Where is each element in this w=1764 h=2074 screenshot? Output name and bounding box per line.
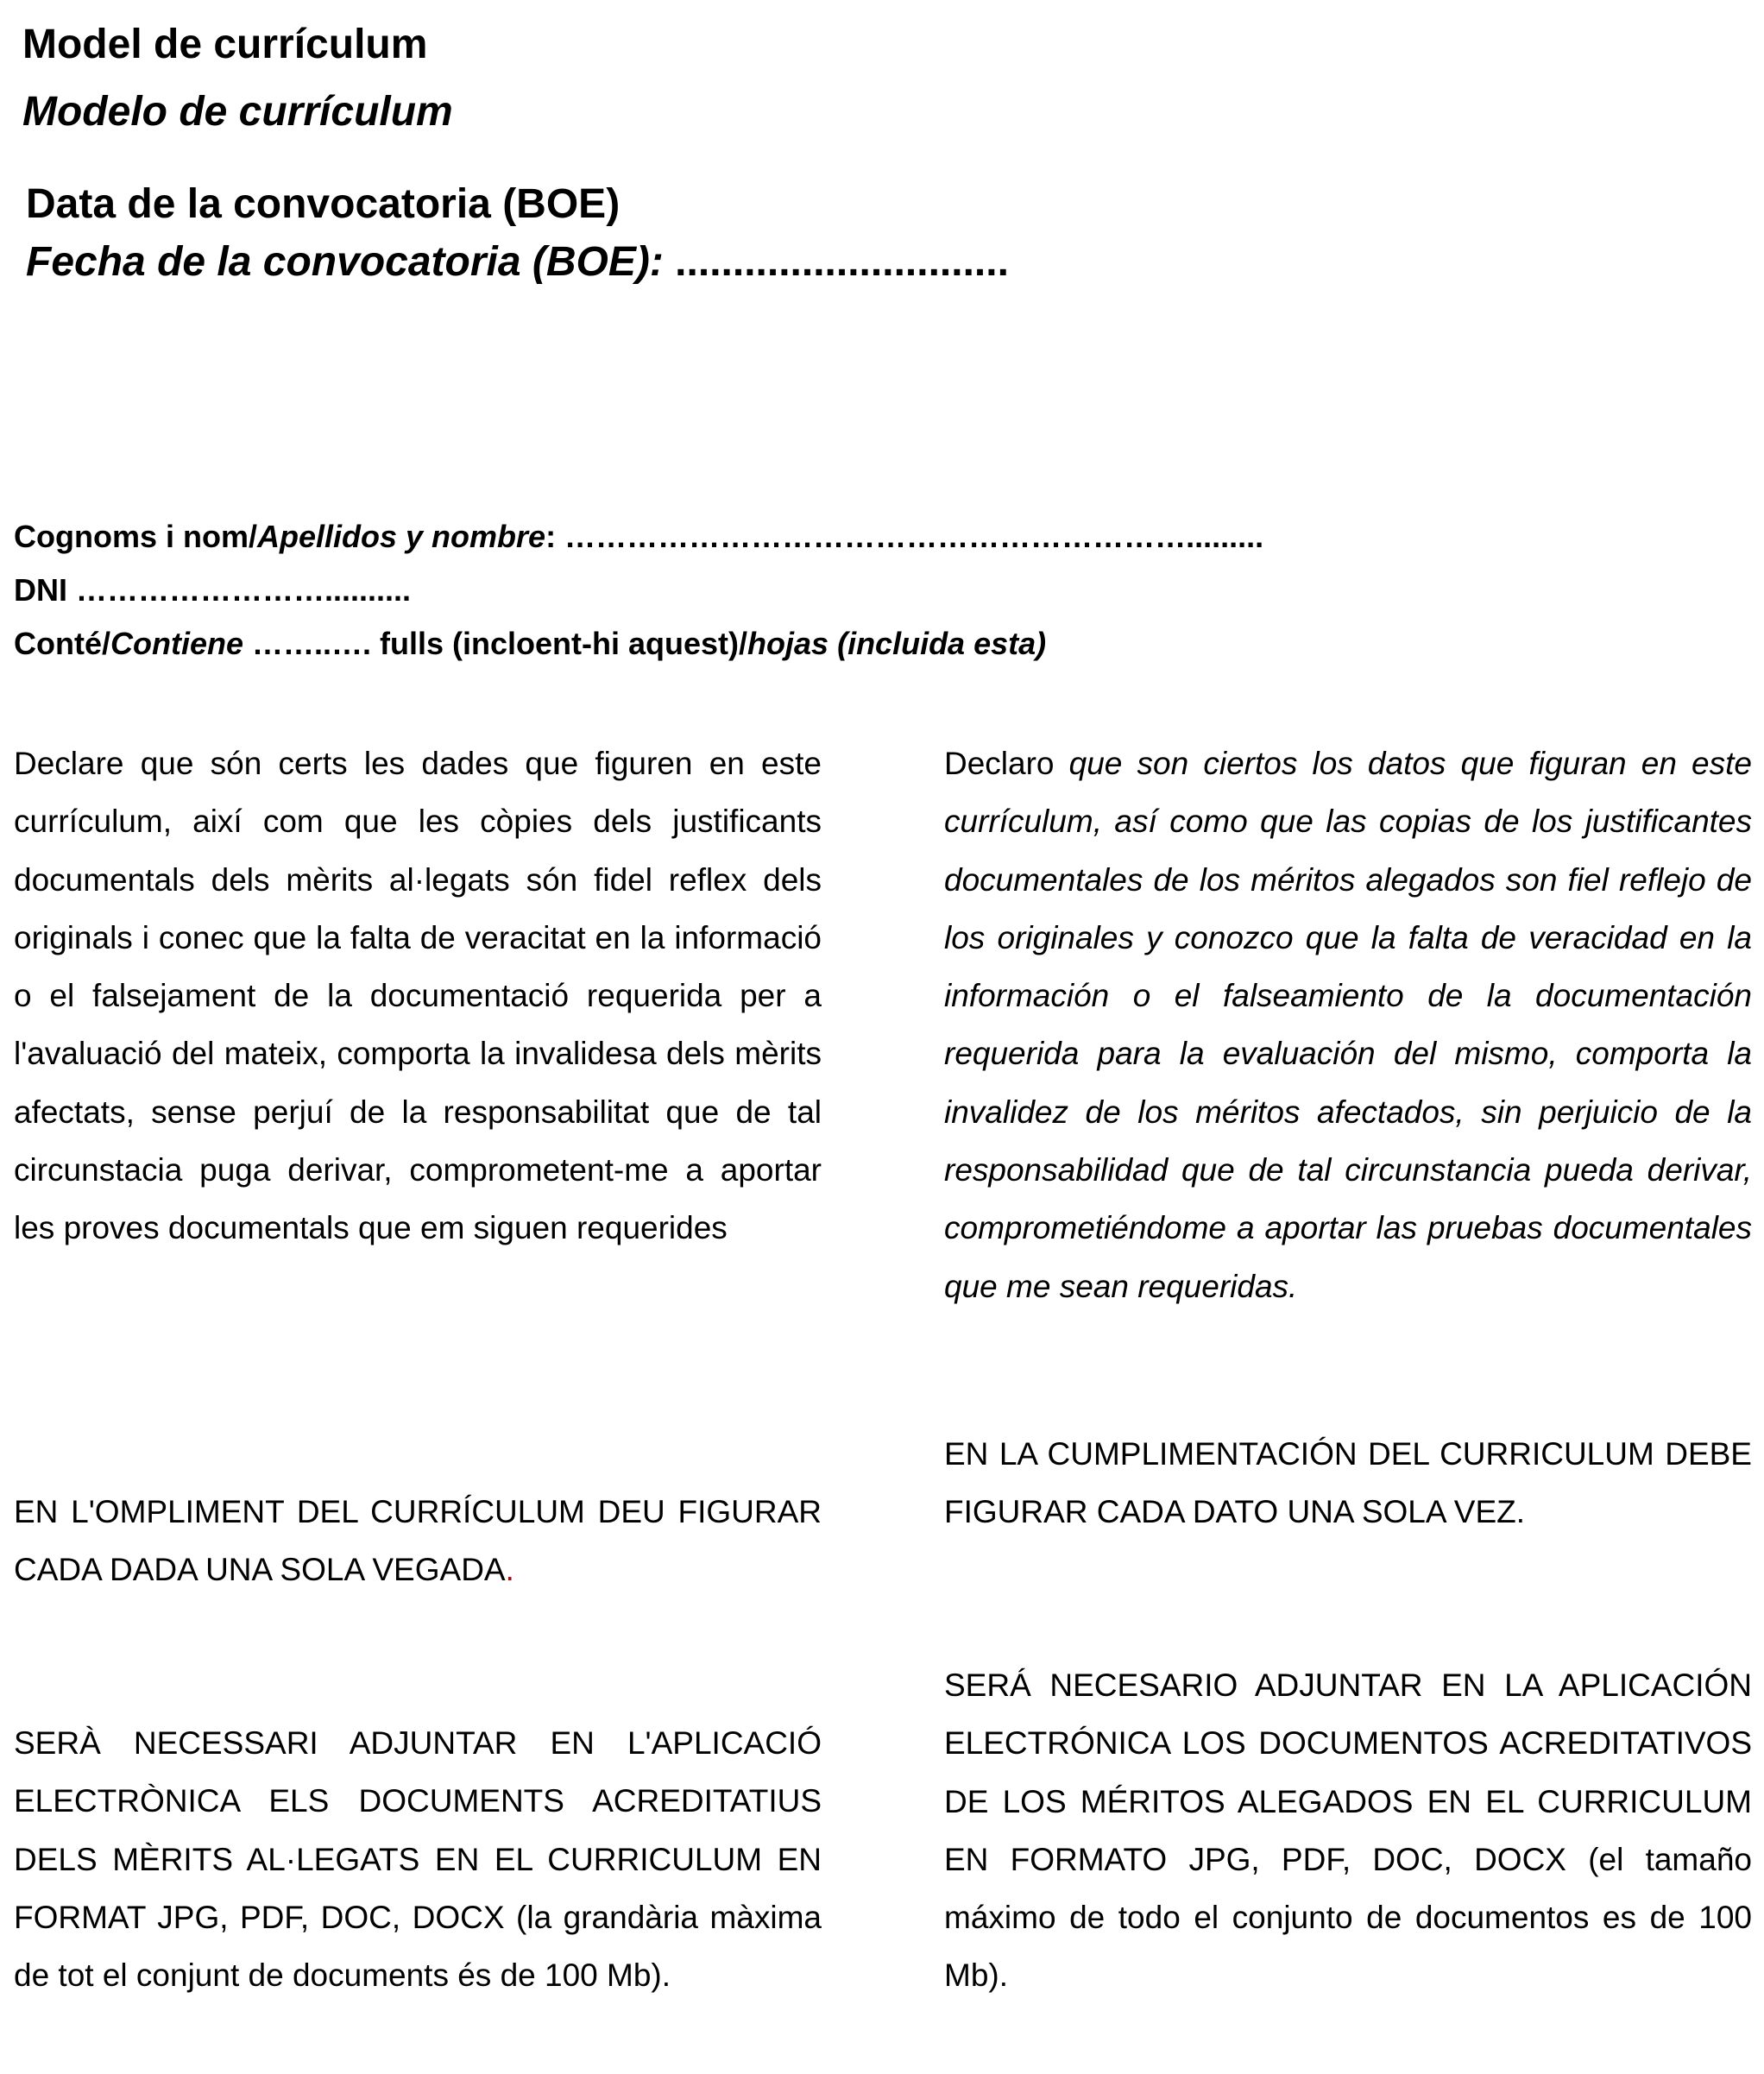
call-date-label-catalan: Data de la convocatoria (BOE) xyxy=(26,181,621,227)
pages-line xyxy=(14,625,1046,663)
pages-tail-catalan: fulls (incloent-hi aquest)/ xyxy=(380,626,748,661)
notice-once-spanish: EN LA CUMPLIMENTACIÓN DEL CURRICULUM DEBE FIGURAR CADA DATO UNA SOLA VEZ. xyxy=(944,1436,1752,1530)
title-spanish: Modelo de currículum xyxy=(22,89,453,135)
dni-line xyxy=(14,571,411,609)
name-line: Cognoms i nom/Apellidos y nombre: ……………………………………………………......... xyxy=(14,519,1264,554)
dni-field[interactable]: …………………….......... xyxy=(67,572,412,608)
notice-attach-spanish: SERÁ NECESARIO ADJUNTAR EN LA APLICACIÓN ELECTRÓNICA LOS DOCUMENTOS ACREDITATIVOS DE LOS MÉRITOS ALEGADOS EN EL CURRICULUM EN FORMATO JPG, PDF, DOC, DOCX (el tamaño máximo de todo el conjunto de documentos es de 100 Mb). xyxy=(944,1667,1752,1994)
name-label-spanish: Apellidos y nombre xyxy=(257,519,546,554)
notice-attach-catalan: SERÀ NECESSARI ADJUNTAR EN L'APLICACIÓ ELECTRÒNICA ELS DOCUMENTS ACREDITATIUS DELS MÈRITS AL·LEGATS EN EL CURRICULUM EN FORMAT JPG, PDF, DOC, DOCX (la grandària màxima de tot el conjunt de documents és de 100 Mb). xyxy=(14,1725,822,1994)
call-date-field[interactable]: ............................. xyxy=(663,239,1009,285)
dni-label: DNI xyxy=(14,572,67,608)
call-date-label-spanish: Fecha de la convocatoria (BOE): xyxy=(26,239,664,285)
title-catalan: Model de currículum xyxy=(22,22,428,67)
pages-field[interactable]: ……..…. xyxy=(243,626,381,661)
notice-once-catalan: EN L'OMPLIMENT DEL CURRÍCULUM DEU FIGURAR CADA DADA UNA SOLA VEGADA. xyxy=(14,1494,822,1588)
declaration-spanish: Declaro que son ciertos los datos que figuran en este currículum, así como que las copias de los justificantes documentales de los méritos alegados son fiel reflejo de los originales y conozco que la falta de veracidad en la información o el falseamiento de la documentación requerida para la evaluación del mismo, comporta la invalidez de los méritos afectados, sin perjuicio de la responsabilidad que de tal circunstancia pueda derivar, comprometiéndome a aportar las pruebas documentales que me sean requeridas. xyxy=(944,746,1752,1304)
declaration-catalan: Declare que són certs les dades que figuren en este currículum, així com que les còpies dels justificants documentals dels mèrits al·legats són fidel reflex dels originals i conec que la falta de veracitat en la informació o el falsejament de la documentació requerida per a l'avaluació del mateix, comporta la invalidesa dels mèrits afectats, sense perjuí de la responsabilitat que de tal circunstacia puga derivar, comprometent-me a aportar les proves documentals que em siguen requerides xyxy=(14,746,822,1246)
name-field[interactable]: ……………………………………………………......... xyxy=(556,519,1264,554)
call-date-line-spanish xyxy=(26,236,1009,288)
pages-label-spanish: Contiene xyxy=(110,626,244,661)
pages-tail-spanish: hojas (incluida esta) xyxy=(747,626,1047,661)
pages-label-catalan: Conté/ xyxy=(14,626,110,661)
name-label-catalan: Cognoms i nom/ xyxy=(14,519,257,554)
